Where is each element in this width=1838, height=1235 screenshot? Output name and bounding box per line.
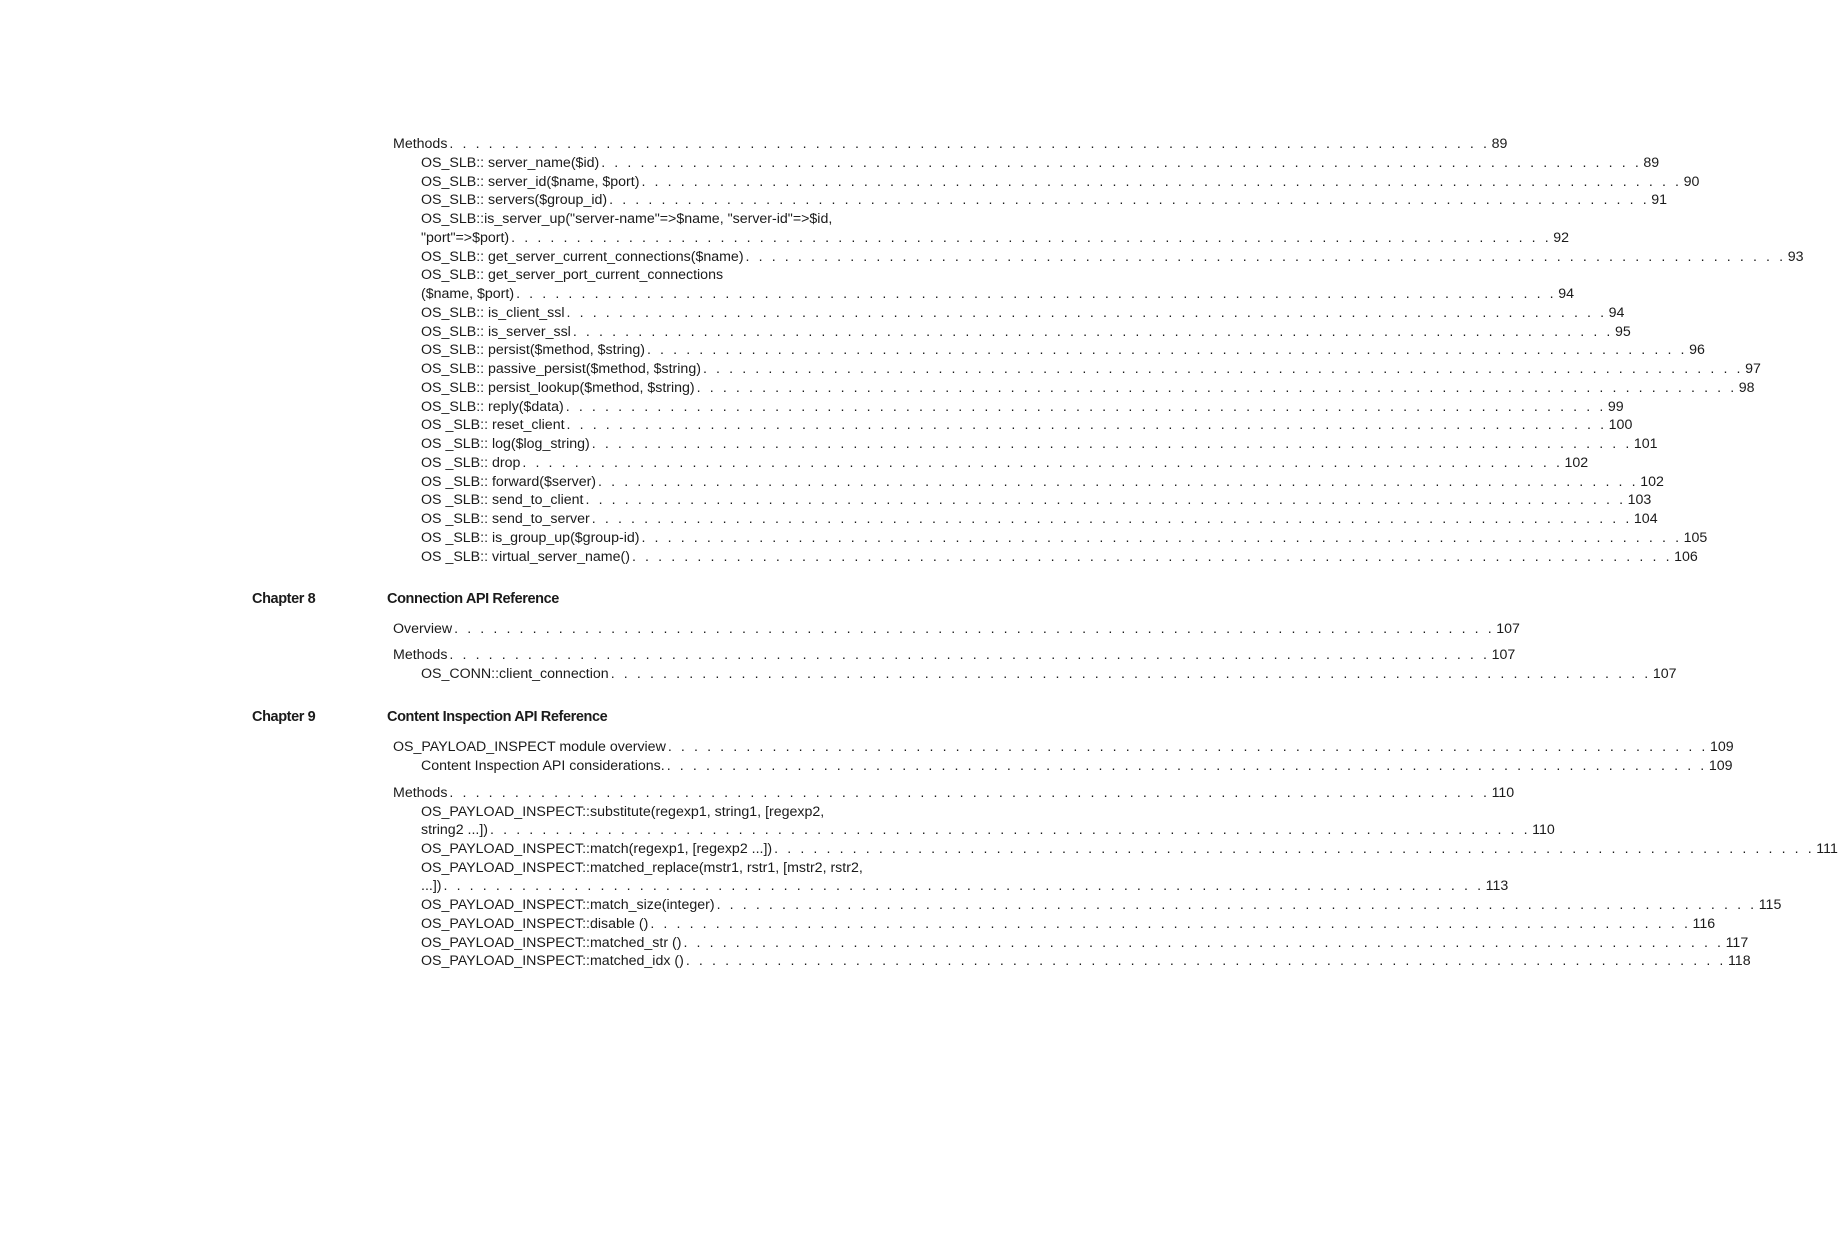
toc-subentry[interactable] xyxy=(421,896,1782,914)
toc-subentry[interactable] xyxy=(421,915,1716,933)
page-number: 106 xyxy=(1674,548,1698,565)
entry-title: OS_SLB:: is_client_ssl xyxy=(421,304,565,321)
chapter-8-label: Chapter 8 xyxy=(252,591,316,607)
entry-title: OS_SLB:: get_server_current_connections($name) xyxy=(421,248,744,265)
dot-leader: . . . . . . . . . . . . . . . . . . . . . . . . . . . . . . . . . . . . . . . . . . . . . . . . . . . . . . . . . . . . . . . . . . . . . . . . . . . . . . . . xyxy=(716,897,1757,913)
page-number: 95 xyxy=(1614,323,1631,340)
toc-subentry[interactable] xyxy=(421,416,1633,434)
toc-subentry[interactable] xyxy=(421,191,1668,209)
page-number: 105 xyxy=(1683,529,1708,546)
dot-leader: . . . . . . . . . . . . . . . . . . . . . . . . . . . . . . . . . . . . . . . . . . . . . . . . . . . . . . . . . . . . . . . . . . . . . . . . . . . . . . . . xyxy=(666,758,1707,774)
entry-title: OS_PAYLOAD_INSPECT::disable () xyxy=(421,916,649,932)
entry-title: OS_CONN::client_connection xyxy=(421,666,609,682)
dot-leader: . . . . . . . . . . . . . . . . . . . . . . . . . . . . . . . . . . . . . . . . . . . . . . . . . . . . . . . . . . . . . . . . . . . . . . . . . . . . . . . . xyxy=(449,136,1490,152)
toc-entry[interactable] xyxy=(393,738,1734,756)
toc-subentry[interactable] xyxy=(421,491,1652,509)
entry-title: Overview xyxy=(393,621,453,637)
entry-title: OS _SLB:: send_to_client xyxy=(421,492,584,509)
entry-title: Methods xyxy=(393,136,448,152)
dot-leader: . . . . . . . . . . . . . . . . . . . . . . . . . . . . . . . . . . . . . . . . . . . . . . . . . . . . . . . . . . . . . . . . . . . . . . . . . . . . . . . . xyxy=(566,304,1607,321)
entry-title: OS_PAYLOAD_INSPECT module overview xyxy=(393,739,666,755)
toc-subentry[interactable] xyxy=(421,529,1708,547)
toc-subentry[interactable] xyxy=(421,248,1804,266)
entry-title: OS_SLB:: server_name($id) xyxy=(421,154,600,171)
entry-title: OS_SLB:: servers($group_id) xyxy=(421,192,608,209)
toc-subentry[interactable] xyxy=(421,952,1751,970)
toc-subentry[interactable] xyxy=(421,803,824,821)
entry-title: ($name, $port) xyxy=(421,286,515,302)
dot-leader: . . . . . . . . . . . . . . . . . . . . . . . . . . . . . . . . . . . . . . . . . . . . . . . . . . . . . . . . . . . . . . . . . . . . . . . . . . . . . . . . xyxy=(641,529,1682,546)
page-number: 115 xyxy=(1758,897,1782,913)
dot-leader: . . . . . . . . . . . . . . . . . . . . . . . . . . . . . . . . . . . . . . . . . . . . . . . . . . . . . . . . . . . . . . . . . . . . . . . . . . . . . . . . xyxy=(449,785,1490,801)
dot-leader: . . . . . . . . . . . . . . . . . . . . . . . . . . . . . . . . . . . . . . . . . . . . . . . . . . . . . . . . . . . . . . . . . . . . . . . . . . . . . . . . xyxy=(745,248,1786,265)
page-number: 111 xyxy=(1816,841,1838,857)
entry-title: "port"=>$port) xyxy=(421,229,510,246)
toc-subentry[interactable] xyxy=(421,840,1838,858)
entry-title: OS _SLB:: log($log_string) xyxy=(421,436,590,452)
page-number: 109 xyxy=(1709,739,1734,755)
toc-subentry[interactable] xyxy=(421,859,863,877)
entry-title: Content Inspection API considerations. xyxy=(421,758,665,774)
page-number: 89 xyxy=(1491,136,1508,152)
entry-title: OS _SLB:: reset_client xyxy=(421,417,565,434)
dot-leader: . . . . . . . . . . . . . . . . . . . . . . . . . . . . . . . . . . . . . . . . . . . . . . . . . . . . . . . . . . . . . . . . . . . . . . . . . . . . . . . . xyxy=(702,361,1744,377)
entry-title: OS_PAYLOAD_INSPECT::matched_replace(mstr1, rstr1, [mstr2, rstr2, xyxy=(421,859,863,876)
page-number: 94 xyxy=(1608,304,1625,321)
toc-subentry[interactable] xyxy=(421,757,1733,775)
dot-leader: . . . . . . . . . . . . . . . . . . . . . . . . . . . . . . . . . . . . . . . . . . . . . . . . . . . . . . . . . . . . . . . . . . . . . . . . . . . . . . . . xyxy=(646,342,1688,359)
dot-leader: . . . . . . . . . . . . . . . . . . . . . . . . . . . . . . . . . . . . . . . . . . . . . . . . . . . . . . . . . . . . . . . . . . . . . . . . . . . . . . . . xyxy=(641,173,1682,190)
toc-subentry[interactable] xyxy=(421,229,1570,247)
toc-subentry[interactable] xyxy=(421,665,1677,683)
entry-title: OS _SLB:: send_to_server xyxy=(421,511,590,527)
entry-title: OS_PAYLOAD_INSPECT::matched_idx () xyxy=(421,953,684,969)
page-number: 97 xyxy=(1745,361,1761,377)
entry-title: OS_SLB:: get_server_port_current_connections xyxy=(421,267,724,284)
page-number: 100 xyxy=(1608,417,1633,434)
dot-leader: . . . . . . . . . . . . . . . . . . . . . . . . . . . . . . . . . . . . . . . . . . . . . . . . . . . . . . . . . . . . . . . . . . . . . . . . . . . . . . . . xyxy=(516,286,1557,302)
page-number: 93 xyxy=(1787,248,1804,265)
entry-title: OS_SLB:: reply($data) xyxy=(421,398,564,415)
entry-title: ...]) xyxy=(421,878,442,894)
dot-leader: . . . . . . . . . . . . . . . . . . . . . . . . . . . . . . . . . . . . . . . . . . . . . . . . . . . . . . . . . . . . . . . . . . . . . . . . . . . . . . . . xyxy=(585,492,1626,509)
toc-subentry[interactable] xyxy=(421,154,1660,172)
entry-title: OS_PAYLOAD_INSPECT::match_size(integer) xyxy=(421,897,715,913)
entry-title: OS _SLB:: forward($server) xyxy=(421,473,597,490)
entry-title: OS_SLB:: is_server_ssl xyxy=(421,323,571,340)
page-number: 99 xyxy=(1607,398,1624,415)
entry-title: OS_SLB::is_server_up("server-name"=>$name, "server-id"=>$id, xyxy=(421,211,833,227)
dot-leader: . . . . . . . . . . . . . . . . . . . . . . . . . . . . . . . . . . . . . . . . . . . . . . . . . . . . . . . . . . . . . . . . . . . . . . . . . . . . . . . . xyxy=(650,916,1691,932)
toc-subentry[interactable] xyxy=(421,323,1631,341)
page-number: 107 xyxy=(1491,647,1516,663)
page-number: 107 xyxy=(1652,666,1677,682)
dot-leader: . . . . . . . . . . . . . . . . . . . . . . . . . . . . . . . . . . . . . . . . . . . . . . . . . . . . . . . . . . . . . . . . . . . . . . . . . . . . . . . . xyxy=(609,192,1650,209)
page-number: 110 xyxy=(1491,785,1515,801)
page-number: 107 xyxy=(1496,621,1520,637)
entry-title: OS_SLB:: server_id($name, $port) xyxy=(421,173,640,190)
dot-leader: . . . . . . . . . . . . . . . . . . . . . . . . . . . . . . . . . . . . . . . . . . . . . . . . . . . . . . . . . . . . . . . . . . . . . . . . . . . . . . . . xyxy=(631,548,1673,565)
dot-leader: . . . . . . . . . . . . . . . . . . . . . . . . . . . . . . . . . . . . . . . . . . . . . . . . . . . . . . . . . . . . . . . . . . . . . . . . . . . . . . . . xyxy=(601,154,1642,171)
page-number: 91 xyxy=(1651,192,1668,209)
entry-title: OS_PAYLOAD_INSPECT::matched_str () xyxy=(421,934,682,951)
toc-subentry[interactable] xyxy=(421,360,1761,378)
dot-leader: . . . . . . . . . . . . . . . . . . . . . . . . . . . . . . . . . . . . . . . . . . . . . . . . . . . . . . . . . . . . . . . . . . . . . . . . . . . . . . . . xyxy=(490,822,1531,838)
toc-entry[interactable] xyxy=(393,646,1516,664)
chapter-8-title: Connection API Reference xyxy=(387,591,559,607)
toc-entry[interactable] xyxy=(393,784,1515,802)
dot-leader: . . . . . . . . . . . . . . . . . . . . . . . . . . . . . . . . . . . . . . . . . . . . . . . . . . . . . . . . . . . . . . . . . . . . . . . . . . . . . . . . xyxy=(696,379,1737,396)
page-number: 110 xyxy=(1532,822,1555,838)
toc-subentry[interactable] xyxy=(421,473,1664,491)
toc-subentry[interactable] xyxy=(421,266,723,284)
page-number: 103 xyxy=(1627,492,1652,509)
dot-leader: . . . . . . . . . . . . . . . . . . . . . . . . . . . . . . . . . . . . . . . . . . . . . . . . . . . . . . . . . . . . . . . . . . . . . . . . . . . . . . . . xyxy=(566,417,1607,434)
toc-entry[interactable] xyxy=(393,135,1508,153)
page-number: 96 xyxy=(1689,342,1705,359)
chapter-9-title: Content Inspection API Reference xyxy=(387,709,608,725)
toc-subentry[interactable] xyxy=(421,379,1755,397)
dot-leader: . . . . . . . . . . . . . . . . . . . . . . . . . . . . . . . . . . . . . . . . . . . . . . . . . . . . . . . . . . . . . . . . . . . . . . . . . . . . . . . . xyxy=(774,841,1815,857)
toc-subentry[interactable] xyxy=(421,877,1509,895)
chapter-9-label: Chapter 9 xyxy=(252,709,316,725)
dot-leader: . . . . . . . . . . . . . . . . . . . . . . . . . . . . . . . . . . . . . . . . . . . . . . . . . . . . . . . . . . . . . . . . . . . . . . . . . . . . . . . . xyxy=(511,229,1552,246)
page-number: 102 xyxy=(1640,473,1664,490)
entry-title: OS_SLB:: persist($method, $string) xyxy=(421,342,645,359)
dot-leader: . . . . . . . . . . . . . . . . . . . . . . . . . . . . . . . . . . . . . . . . . . . . . . . . . . . . . . . . . . . . . . . . . . . . . . . . . . . . . . . . xyxy=(667,739,1708,755)
page-number: 104 xyxy=(1633,511,1658,527)
toc-subentry[interactable] xyxy=(421,398,1624,416)
page-number: 89 xyxy=(1643,154,1660,171)
toc-subentry[interactable] xyxy=(421,454,1589,472)
entry-title: OS _SLB:: drop xyxy=(421,454,521,471)
entry-title: OS_PAYLOAD_INSPECT::match(regexp1, [regexp2 ...]) xyxy=(421,841,773,857)
entry-title: Methods xyxy=(393,785,448,801)
toc-subentry[interactable] xyxy=(421,510,1658,528)
dot-leader: . . . . . . . . . . . . . . . . . . . . . . . . . . . . . . . . . . . . . . . . . . . . . . . . . . . . . . . . . . . . . . . . . . . . . . . . . . . . . . . . xyxy=(591,436,1632,452)
page-number: 118 xyxy=(1727,953,1751,969)
toc-entry[interactable] xyxy=(393,620,1520,638)
toc-subentry[interactable] xyxy=(421,285,1574,303)
toc-subentry[interactable] xyxy=(421,435,1658,453)
page-number: 98 xyxy=(1738,379,1755,396)
dot-leader: . . . . . . . . . . . . . . . . . . . . . . . . . . . . . . . . . . . . . . . . . . . . . . . . . . . . . . . . . . . . . . . . . . . . . . . . . . . . . . . . xyxy=(449,647,1490,663)
entry-title: OS_SLB:: persist_lookup($method, $string) xyxy=(421,379,695,396)
toc-subentry[interactable] xyxy=(421,821,1555,839)
page-number: 90 xyxy=(1683,173,1700,190)
toc-subentry[interactable] xyxy=(421,934,1749,952)
page-number: 102 xyxy=(1564,454,1589,471)
page-number: 101 xyxy=(1633,436,1658,452)
entry-title: OS_SLB:: passive_persist($method, $string) xyxy=(421,361,701,377)
dot-leader: . . . . . . . . . . . . . . . . . . . . . . . . . . . . . . . . . . . . . . . . . . . . . . . . . . . . . . . . . . . . . . . . . . . . . . . . . . . . . . . . xyxy=(454,621,1495,637)
page-number: 117 xyxy=(1725,934,1749,951)
dot-leader: . . . . . . . . . . . . . . . . . . . . . . . . . . . . . . . . . . . . . . . . . . . . . . . . . . . . . . . . . . . . . . . . . . . . . . . . . . . . . . . . xyxy=(683,934,1724,951)
toc-subentry[interactable] xyxy=(421,548,1698,566)
entry-title: string2 ...]) xyxy=(421,822,489,838)
page-number: 113 xyxy=(1485,878,1509,894)
page-number: 92 xyxy=(1553,229,1570,246)
page-number: 116 xyxy=(1692,916,1716,932)
toc-subentry[interactable] xyxy=(421,341,1705,359)
toc-subentry[interactable] xyxy=(421,304,1625,322)
page-number: 109 xyxy=(1708,758,1733,774)
entry-title: OS _SLB:: is_group_up($group-id) xyxy=(421,529,640,546)
dot-leader: . . . . . . . . . . . . . . . . . . . . . . . . . . . . . . . . . . . . . . . . . . . . . . . . . . . . . . . . . . . . . . . . . . . . . . . . . . . . . . . . xyxy=(598,473,1639,490)
dot-leader: . . . . . . . . . . . . . . . . . . . . . . . . . . . . . . . . . . . . . . . . . . . . . . . . . . . . . . . . . . . . . . . . . . . . . . . . . . . . . . . . xyxy=(591,511,1632,527)
toc-subentry[interactable] xyxy=(421,173,1700,191)
page-number: 94 xyxy=(1558,286,1574,302)
entry-title: Methods xyxy=(393,647,448,663)
dot-leader: . . . . . . . . . . . . . . . . . . . . . . . . . . . . . . . . . . . . . . . . . . . . . . . . . . . . . . . . . . . . . . . . . . . . . . . . . . . . . . . . xyxy=(610,666,1651,682)
dot-leader: . . . . . . . . . . . . . . . . . . . . . . . . . . . . . . . . . . . . . . . . . . . . . . . . . . . . . . . . . . . . . . . . . . . . . . . . . . . . . . . . xyxy=(565,398,1606,415)
dot-leader: . . . . . . . . . . . . . . . . . . . . . . . . . . . . . . . . . . . . . . . . . . . . . . . . . . . . . . . . . . . . . . . . . . . . . . . . . . . . . . . . xyxy=(572,323,1613,340)
entry-title: OS _SLB:: virtual_server_name() xyxy=(421,548,630,565)
dot-leader: . . . . . . . . . . . . . . . . . . . . . . . . . . . . . . . . . . . . . . . . . . . . . . . . . . . . . . . . . . . . . . . . . . . . . . . . . . . . . . . . xyxy=(522,454,1563,471)
toc-subentry[interactable] xyxy=(421,210,832,228)
dot-leader: . . . . . . . . . . . . . . . . . . . . . . . . . . . . . . . . . . . . . . . . . . . . . . . . . . . . . . . . . . . . . . . . . . . . . . . . . . . . . . . . xyxy=(443,878,1484,894)
dot-leader: . . . . . . . . . . . . . . . . . . . . . . . . . . . . . . . . . . . . . . . . . . . . . . . . . . . . . . . . . . . . . . . . . . . . . . . . . . . . . . . . xyxy=(685,953,1726,969)
entry-title: OS_PAYLOAD_INSPECT::substitute(regexp1, string1, [regexp2, xyxy=(421,803,825,820)
